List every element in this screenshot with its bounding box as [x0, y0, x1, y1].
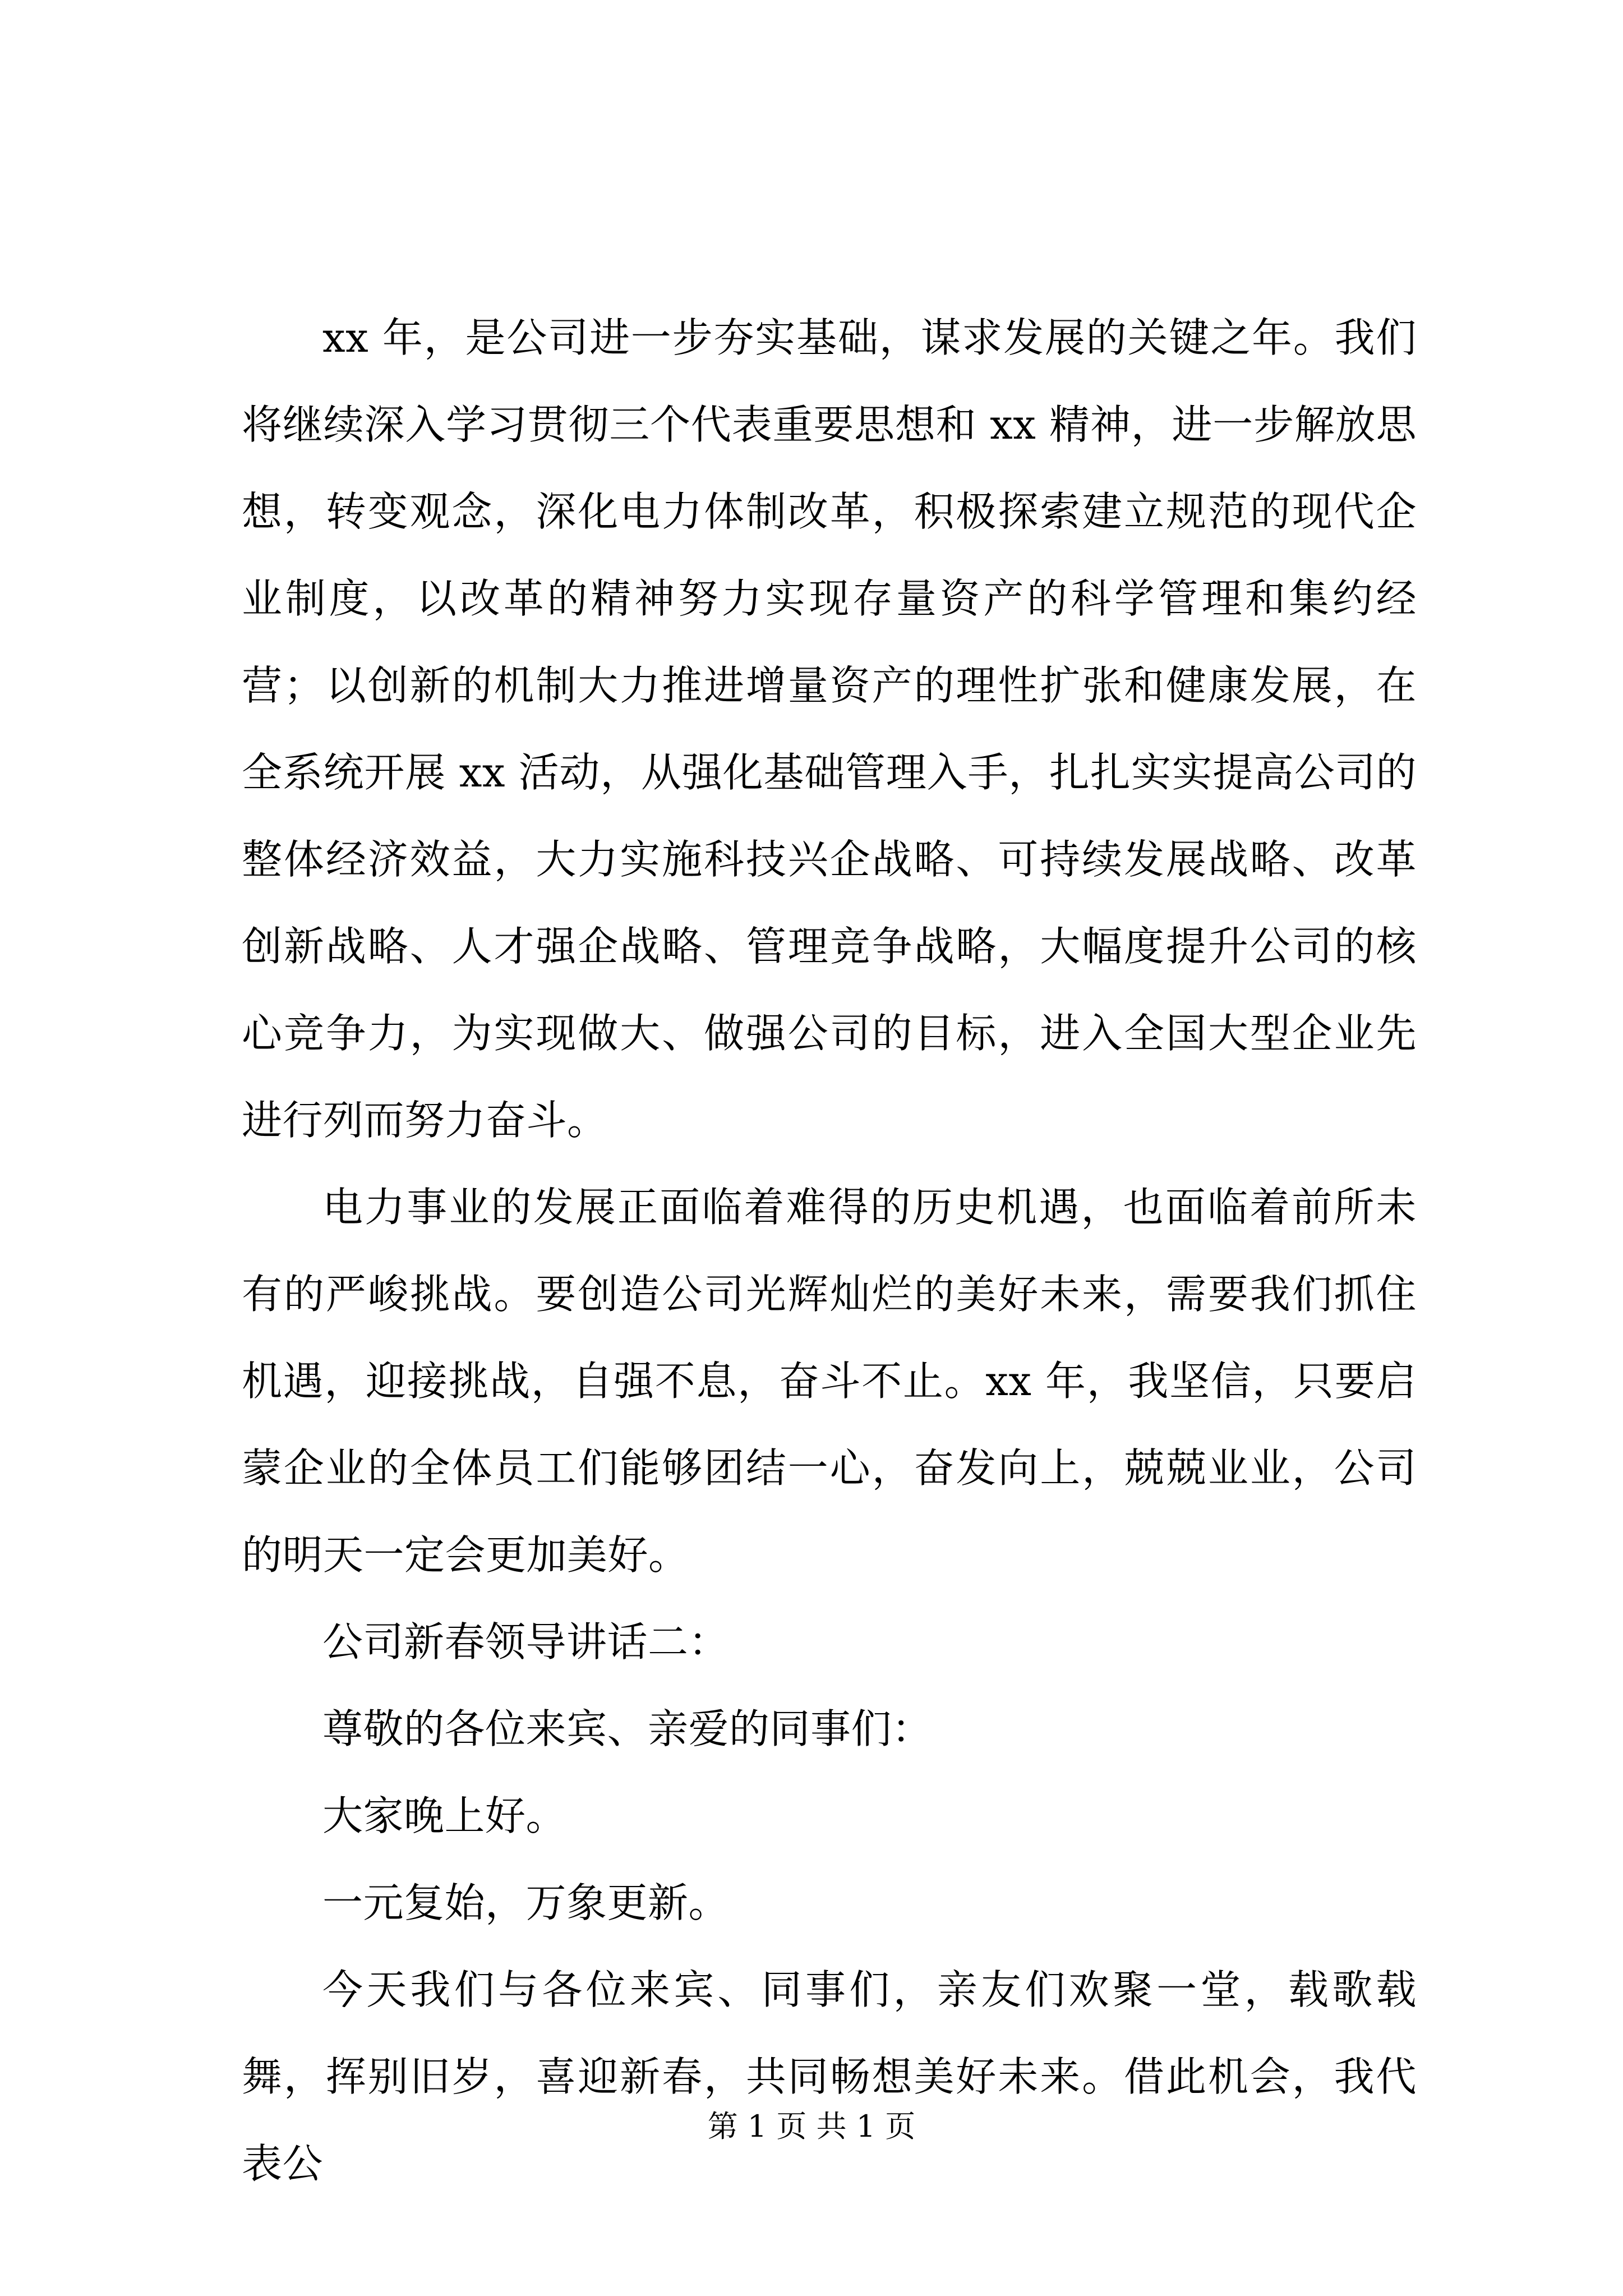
- paragraph-heading: 公司新春领导讲话二：: [322, 1618, 730, 1665]
- paragraph-salutation: 尊敬的各位来宾、亲爱的同事们：: [322, 1705, 933, 1752]
- paragraph-7: 今天我们与各位来宾、同事们，亲友们欢聚一堂，载歌载舞，挥别旧岁，喜迎新春，共同畅想美好未来。借此机会，我代表公: [242, 1966, 1417, 2187]
- paragraph-1: xx 年，是公司进一步夯实基础，谋求发展的关键之年。我们将继续深入学习贯彻三个代表重要思想和 xx 精神，进一步解放思想，转变观念，深化电力体制改革，积极探索建立规范的现代企业制度，以改革的精神努力实现存量资产的科学管理和集约经营；以创新的机制大力推进增量资产的理性扩张和健康发展，在全系统开展 xx 活动，从强化基础管理入手，扎扎实实提高公司的整体经济效益，大力实施科技兴企战略、可持续发展战略、改革创新战略、人才强企战略、管理竞争战略，大幅度提升公司的核心竞争力，为实现做大、做强公司的目标，进入全国大型企业先进行列而努力奋斗。: [242, 314, 1417, 1144]
- page-footer: 第 1 页 共 1 页: [707, 2109, 916, 2144]
- paragraph-idiom: 一元复始，万象更新。: [322, 1879, 730, 1926]
- paragraph-greeting: 大家晚上好。: [322, 1792, 567, 1839]
- document-body: [242, 295, 1417, 2207]
- paragraph-2: 电力事业的发展正面临着难得的历史机遇，也面临着前所未有的严峻挑战。要创造公司光辉灿烂的美好未来，需要我们抓住机遇，迎接挑战，自强不息，奋斗不止。xx 年，我坚信，只要启蒙企业的全体员工们能够团结一心，奋发向上，兢兢业业，公司的明天一定会更加美好。: [242, 1184, 1417, 1579]
